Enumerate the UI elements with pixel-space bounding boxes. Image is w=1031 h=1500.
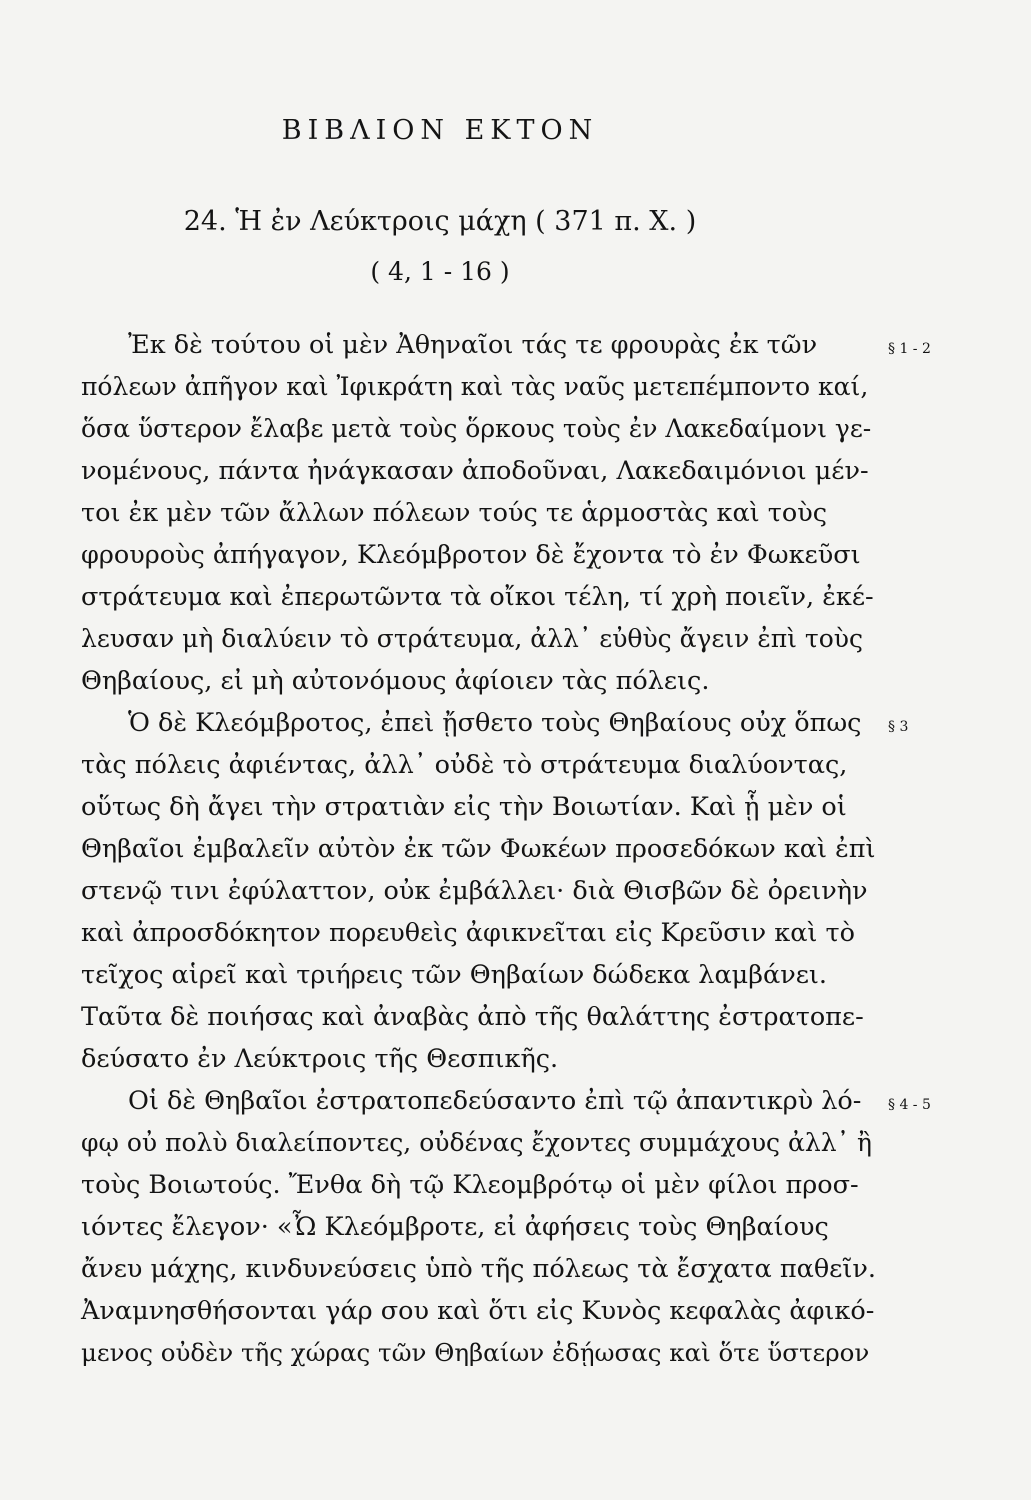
book-title: ΒΙΒΛΙΟΝ ΕΚΤΟΝ <box>281 115 599 146</box>
text-line: Ἐκ δὲ τούτου οἱ μὲν Ἀθηναῖοι τάς τε φρουρὰς ἐκ τῶν <box>128 330 818 360</box>
text-line: φῳ οὐ πολὺ διαλείποντες, οὐδένας ἔχοντες συμμάχους ἀλλ᾽ ἢ <box>81 1128 873 1157</box>
margin-section-ref: § 4 - 5 <box>888 1097 931 1113</box>
text-line: στράτευμα καὶ ἐπερωτῶντα τὰ οἴκοι τέλη, τί χρὴ ποιεῖν, ἐκέ- <box>81 582 874 612</box>
text-line: λευσαν μὴ διαλύειν τὸ στράτευμα, ἀλλ᾽ εὐθὺς ἄγειν ἐπὶ τοὺς <box>81 624 864 653</box>
text-line: Θηβαῖοι ἐμβαλεῖν αὐτὸν ἐκ τῶν Φωκέων προσεδόκων καὶ ἐπὶ <box>81 834 876 864</box>
text-line: ὅσα ὕστερον ἔλαβε μετὰ τοὺς ὅρκους τοὺς ἐν Λακεδαίμονι γε- <box>81 414 872 443</box>
text-line: Ταῦτα δὲ ποιήσας καὶ ἀναβὰς ἀπὸ τῆς θαλάττης ἐστρατοπε- <box>81 1002 864 1032</box>
text-line: τοὺς Βοιωτούς. Ἔνθα δὴ τῷ Κλεομβρότῳ οἱ μὲν φίλοι προσ- <box>81 1170 859 1200</box>
text-line: στενῷ τινι ἐφύλαττον, οὐκ ἐμβάλλει· διὰ Θισβῶν δὲ ὀρεινὴν <box>81 876 868 906</box>
margin-section-ref: § 3 <box>888 719 909 735</box>
text-line: Ἀναμνησθήσονται γάρ σου καὶ ὅτι εἰς Κυνὸς κεφαλὰς ἀφικό- <box>81 1296 875 1326</box>
text-line: τοι ἐκ μὲν τῶν ἄλλων πόλεων τούς τε ἁρμοστὰς καὶ τοὺς <box>81 498 828 528</box>
text-line: φρουροὺς ἀπήγαγον, Κλεόμβροτον δὲ ἔχοντα τὸ ἐν Φωκεῦσι <box>81 540 861 570</box>
text-line: Οἱ δὲ Θηβαῖοι ἐστρατοπεδεύσαντο ἐπὶ τῷ ἀπαντικρὺ λό- <box>128 1086 862 1116</box>
source-reference: ( 4, 1 - 16 ) <box>370 257 510 286</box>
text-line: πόλεων ἀπῆγον καὶ Ἰφικράτη καὶ τὰς ναῦς μετεπέμποντο καί, <box>81 372 869 401</box>
text-line: οὕτως δὴ ἄγει τὴν στρατιὰν εἰς τὴν Βοιωτίαν. Καὶ ᾗ μὲν οἱ <box>81 792 847 822</box>
text-line: Θηβαίους, εἰ μὴ αὐτονόμους ἀφίοιεν τὰς πόλεις. <box>81 666 710 696</box>
text-line: ιόντες ἔλεγον· «Ὦ Κλεόμβροτε, εἰ ἀφήσεις τοὺς Θηβαίους <box>81 1212 829 1242</box>
text-line: Ὁ δὲ Κλεόμβροτος, ἐπεὶ ᾔσθετο τοὺς Θηβαίους οὐχ ὅπως <box>128 708 862 738</box>
text-line: καὶ ἀπροσδόκητον πορευθεὶς ἀφικνεῖται εἰς Κρεῦσιν καὶ τὸ <box>81 918 855 948</box>
text-line: νομένους, πάντα ἠνάγκασαν ἀποδοῦναι, Λακεδαιμόνιοι μέν- <box>81 456 869 486</box>
text-line: τὰς πόλεις ἀφιέντας, ἀλλ᾽ οὐδὲ τὸ στράτευμα διαλύοντας, <box>81 750 848 780</box>
margin-section-ref: § 1 - 2 <box>888 341 931 357</box>
text-line: δεύσατο ἐν Λεύκτροις τῆς Θεσπικῆς. <box>81 1044 559 1074</box>
chapter-heading: 24. Ἡ ἐν Λεύκτροις μάχη ( 371 π. Χ. ) <box>183 206 697 237</box>
text-line: ἄνευ μάχης, κινδυνεύσεις ὑπὸ τῆς πόλεως τὰ ἔσχατα παθεῖν. <box>81 1254 876 1284</box>
text-line: τεῖχος αἱρεῖ καὶ τριήρεις τῶν Θηβαίων δώδεκα λαμβάνει. <box>81 960 828 990</box>
text-line: μενος οὐδὲν τῆς χώρας τῶν Θηβαίων ἐδῄωσας καὶ ὅτε ὕστερον <box>81 1338 870 1367</box>
